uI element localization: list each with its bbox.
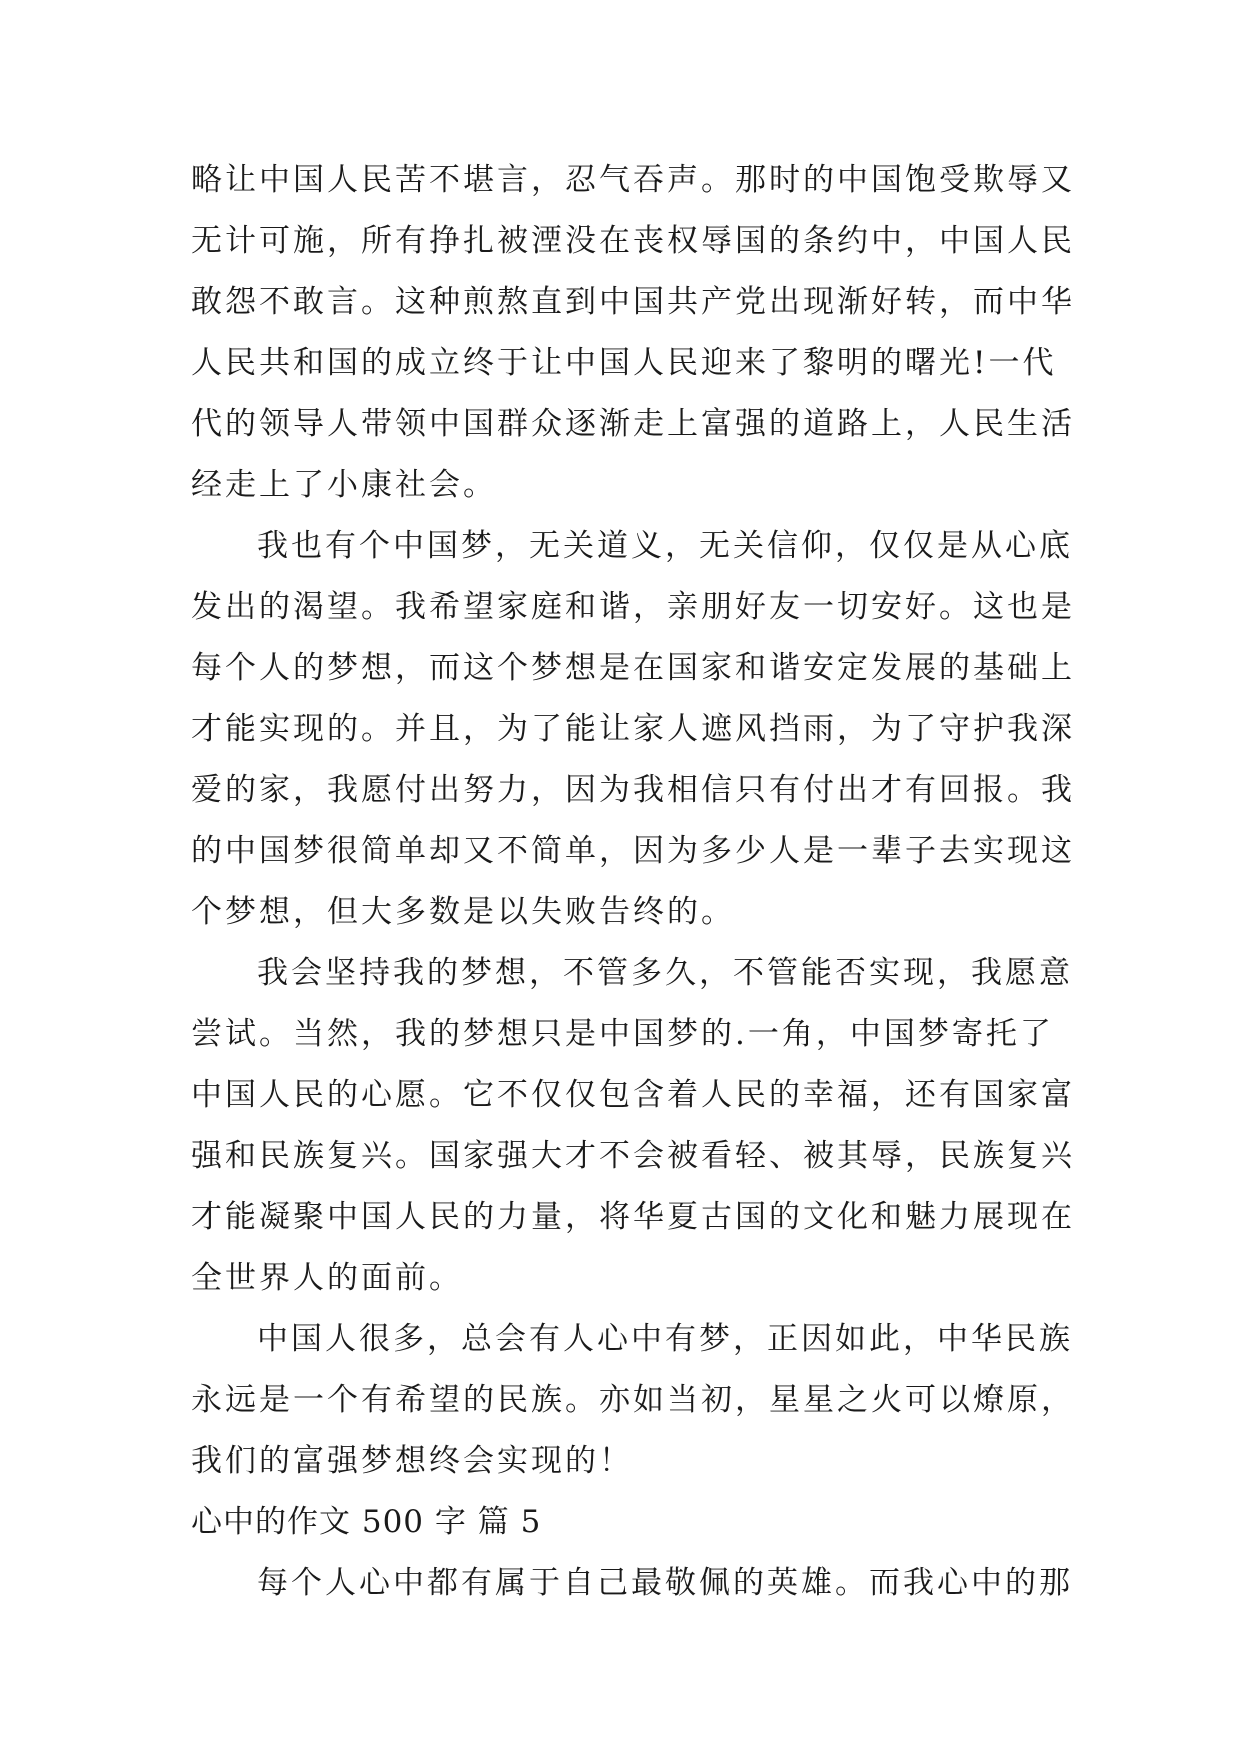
text-line: 敢怨不敢言。这种煎熬直到中国共产党出现渐好转，而中华 — [191, 284, 1075, 320]
text-line: 我也有个中国梦，无关道义，无关信仰，仅仅是从心底 — [257, 528, 1073, 564]
text-line: 人民共和国的成立终于让中国人民迎来了黎明的曙光!一代 — [191, 345, 1057, 381]
text-line: 我们的富强梦想终会实现的！ — [191, 1443, 633, 1479]
text-line: 才能实现的。并且，为了能让家人遮风挡雨，为了守护我深 — [191, 711, 1075, 747]
text-line: 经走上了小康社会。 — [191, 467, 497, 503]
text-line: 爱的家，我愿付出努力，因为我相信只有付出才有回报。我 — [191, 772, 1075, 808]
text-line: 略让中国人民苦不堪言，忍气吞声。那时的中国饱受欺辱又 — [191, 162, 1075, 198]
text-line: 尝试。当然，我的梦想只是中国梦的.一角，中国梦寄托了 — [191, 1016, 1054, 1052]
text-line: 我会坚持我的梦想，不管多久，不管能否实现，我愿意 — [257, 955, 1073, 991]
text-line: 代的领导人带领中国群众逐渐走上富强的道路上，人民生活 — [191, 406, 1075, 442]
text-line: 全世界人的面前。 — [191, 1260, 463, 1296]
text-line: 每个人的梦想，而这个梦想是在国家和谐安定发展的基础上 — [191, 650, 1075, 686]
text-line: 中国人民的心愿。它不仅仅包含着人民的幸福，还有国家富 — [191, 1077, 1075, 1113]
text-line: 中国人很多，总会有人心中有梦，正因如此，中华民族 — [257, 1321, 1073, 1357]
text-line: 发出的渴望。我希望家庭和谐，亲朋好友一切安好。这也是 — [191, 589, 1075, 625]
text-line: 无计可施，所有挣扎被湮没在丧权辱国的条约中，中国人民 — [191, 223, 1075, 259]
text-line: 永远是一个有希望的民族。亦如当初，星星之火可以燎原， — [191, 1382, 1075, 1418]
text-line: 才能凝聚中国人民的力量，将华夏古国的文化和魅力展现在 — [191, 1199, 1075, 1235]
text-line: 每个人心中都有属于自己最敬佩的英雄。而我心中的那 — [257, 1565, 1073, 1601]
text-line: 强和民族复兴。国家强大才不会被看轻、被其辱，民族复兴 — [191, 1138, 1075, 1174]
text-line: 的中国梦很简单却又不简单，因为多少人是一辈子去实现这 — [191, 833, 1075, 869]
document-body — [191, 150, 1075, 1614]
section-heading: 心中的作文 500 字 篇 5 — [191, 1504, 542, 1540]
text-line: 个梦想，但大多数是以失败告终的。 — [191, 894, 735, 930]
